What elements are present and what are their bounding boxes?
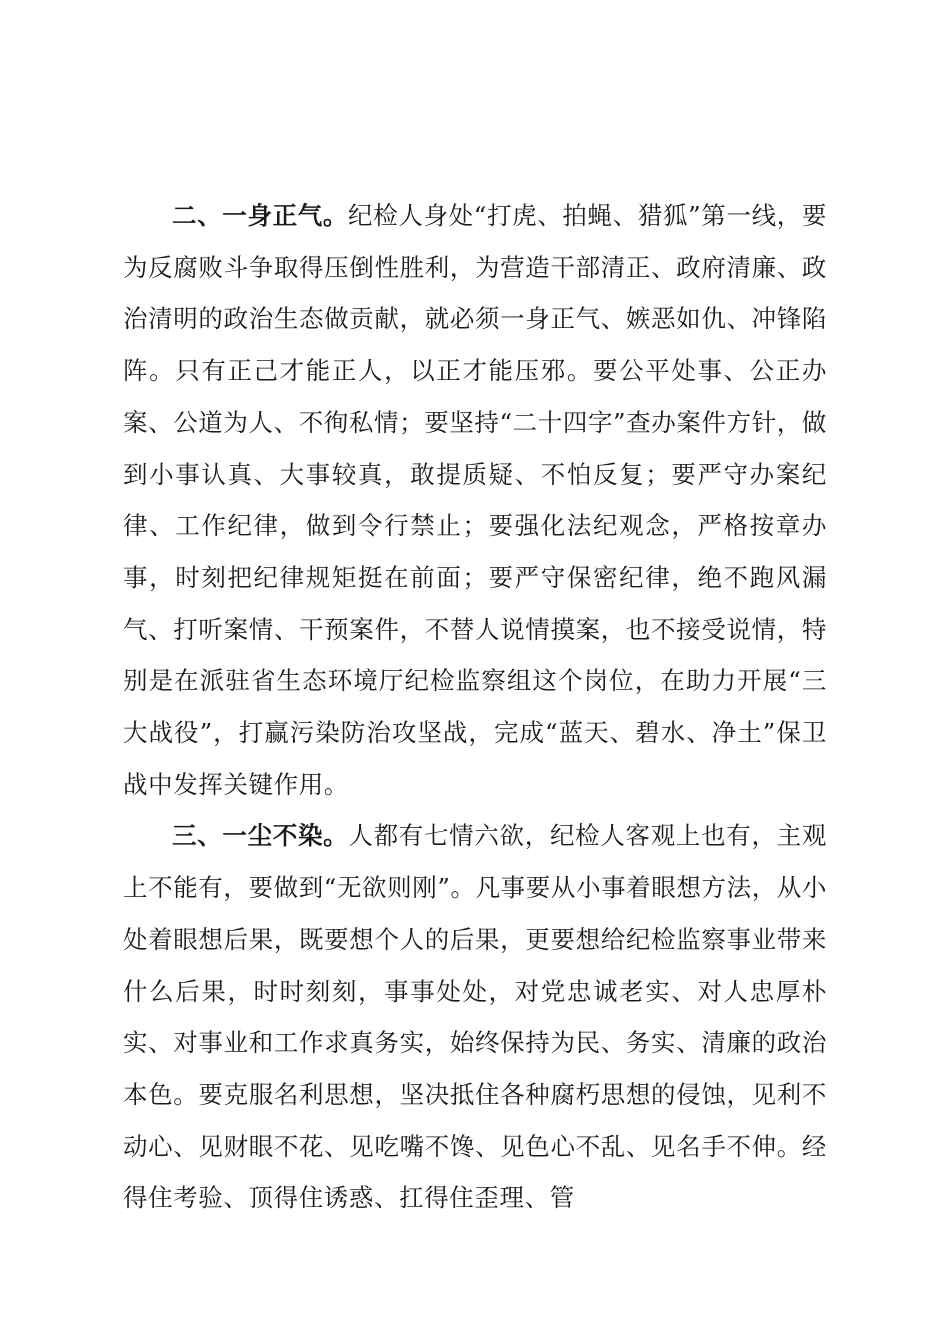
section-heading-spotless: 三、一尘不染。 bbox=[172, 821, 349, 851]
paragraph-spotless bbox=[123, 810, 827, 1224]
section-heading-integrity: 二、一身正气。 bbox=[172, 201, 349, 230]
section-text-spotless: 人都有七情六欲，纪检人客观上也有，主观上不能有，要做到“无欲则刚”。凡事要从小事着眼想方法，从小处着眼想后果，既要想个人的后果，更要想给纪检监察事业带来什么后果，时时刻刻，事事处处，对党忠诚老实、对人忠厚朴实、对事业和工作求真务实，始终保持为民、务实、清廉的政治本色。要克服名利思想，坚决抵住各种腐朽思想的侵蚀，见利不动心、见财眼不花、见吃嘴不馋、见色心不乱、见名手不伸。经得住考验、顶得住诱惑、扛得住歪理、管 bbox=[123, 821, 827, 1213]
document-body bbox=[123, 190, 827, 1224]
section-text-integrity: 纪检人身处“打虎、拍蝇、猎狐”第一线，要为反腐败斗争取得压倒性胜利，为营造干部清正、政府清廉、政治清明的政治生态做贡献，就必须一身正气、嫉恶如仇、冲锋陷阵。只有正己才能正人，以正才能压邪。要公平处事、公正办案、公道为人、不徇私情；要坚持“二十四字”查办案件方针，做到小事认真、大事较真，敢提质疑、不怕反复；要严守办案纪律、工作纪律，做到令行禁止；要强化法纪观念，严格按章办事，时刻把纪律规矩挺在前面；要严守保密纪律，绝不跑风漏气、打听案情、干预案件，不替人说情摸案，也不接受说情，特别是在派驻省生态环境厅纪检监察组这个岗位，在助力开展“三大战役”，打赢污染防治攻坚战，完成“蓝天、碧水、净土”保卫战中发挥关键作用。 bbox=[123, 201, 827, 799]
paragraph-integrity bbox=[123, 190, 827, 810]
